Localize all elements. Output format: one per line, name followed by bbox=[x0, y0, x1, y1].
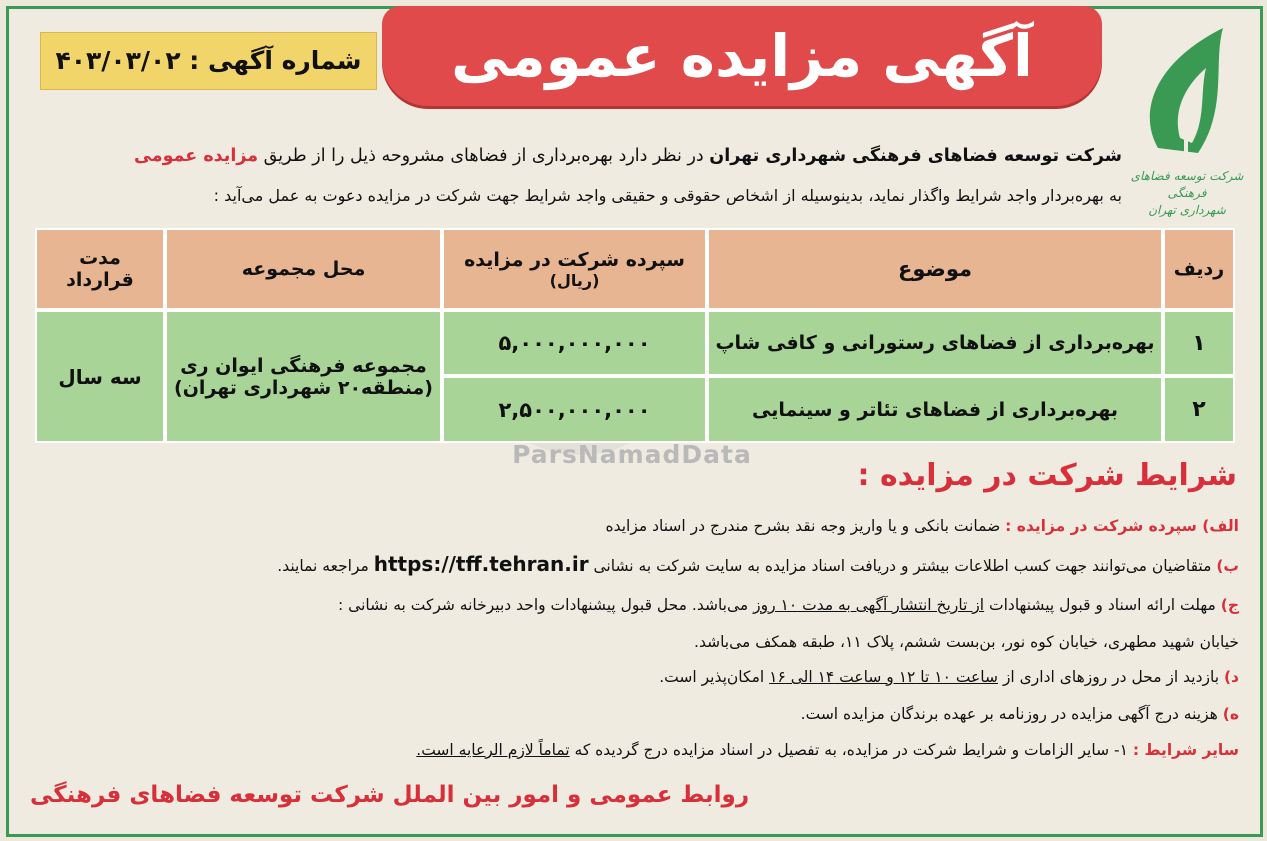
header-duration-line2: قرارداد bbox=[66, 269, 134, 291]
condition-a bbox=[24, 517, 1239, 535]
condition-c-text-end: می‌باشد. محل قبول پیشنهادات واحد دبیرخانه شرکت به نشانی : bbox=[338, 596, 754, 614]
other-conditions bbox=[24, 741, 1239, 759]
intro-line-2: به بهره‌بردار واجد شرایط واگذار نماید، بدینوسیله از اشخاص حقوقی و حقیقی واجد شرایط جهت شرکت در مزایده دعوت به عمل می‌آید : bbox=[213, 186, 1122, 205]
header-deposit bbox=[442, 228, 707, 310]
condition-c-text: مهلت ارائه اسناد و قبول پیشنهادات bbox=[984, 596, 1221, 614]
duration-cell: سه سال bbox=[35, 310, 165, 443]
table-row-number: ۲ bbox=[1163, 376, 1235, 443]
condition-b-text: متقاضیان می‌توانند جهت کسب اطلاعات بیشتر و دریافت اسناد مزایده به سایت شرکت به نشانی bbox=[588, 557, 1217, 575]
condition-d-text-end: امکان‌پذیر است. bbox=[659, 668, 770, 686]
condition-a-label: الف) سپرده شرکت در مزایده : bbox=[1005, 517, 1239, 535]
condition-e-text: هزینه درج آگهی مزایده در روزنامه بر عهده برندگان مزایده است. bbox=[800, 705, 1223, 723]
header-duration bbox=[35, 228, 165, 310]
table-row-subject: بهره‌برداری از فضاهای تئاتر و سینمایی bbox=[707, 376, 1163, 443]
condition-d-hours: ساعت ۱۰ تا ۱۲ و ساعت ۱۴ الی ۱۶ bbox=[769, 668, 999, 686]
condition-b-label: ب) bbox=[1216, 557, 1239, 575]
company-name: شرکت توسعه فضاهای فرهنگی شهرداری تهران bbox=[709, 146, 1122, 166]
condition-c-deadline: از تاریخ انتشار آگهی به مدت ۱۰ روز bbox=[753, 596, 985, 614]
header-deposit-label: سپرده شرکت در مزایده bbox=[464, 248, 685, 271]
condition-b bbox=[24, 552, 1239, 576]
condition-d-label: د) bbox=[1223, 668, 1239, 686]
condition-c bbox=[24, 596, 1239, 614]
other-conditions-emphasis: تماماً لازم الرعایه است. bbox=[416, 741, 570, 759]
condition-e bbox=[24, 705, 1239, 723]
watermark: ParsNamadData bbox=[512, 440, 752, 469]
condition-a-text: ضمانت بانکی و یا واریز وجه نقد بشرح مندرج در اسناد مزایده bbox=[605, 517, 1006, 535]
auction-type: مزایده عمومی bbox=[134, 146, 259, 166]
location-cell bbox=[165, 310, 442, 443]
condition-b-text-end: مراجعه نمایند. bbox=[277, 557, 374, 575]
ad-title: آگهی مزایده عمومی bbox=[382, 6, 1102, 106]
header-row-number: ردیف bbox=[1163, 228, 1235, 310]
condition-c-label: ج) bbox=[1220, 596, 1239, 614]
header-subject: موضوع bbox=[707, 228, 1163, 310]
header-duration-line1: مدت bbox=[79, 247, 121, 269]
logo-text-line2: شهرداری تهران bbox=[1148, 203, 1226, 217]
location-name: مجموعه فرهنگی ایوان ری bbox=[180, 354, 427, 377]
other-conditions-label: سایر شرایط : bbox=[1132, 741, 1239, 759]
intro-line-1 bbox=[22, 146, 1122, 166]
conditions-title: شرایط شرکت در مزایده : bbox=[857, 458, 1237, 493]
condition-d-text: بازدید از محل در روزهای اداری از bbox=[998, 668, 1224, 686]
table-row-number: ۱ bbox=[1163, 310, 1235, 376]
other-conditions-text: ۱- سایر الزامات و شرایط شرکت در مزایده، به تفصیل در اسناد مزایده درج گردیده که bbox=[569, 741, 1133, 759]
condition-e-label: ه) bbox=[1222, 705, 1239, 723]
condition-c-address: خیابان شهید مطهری، خیابان کوه نور، بن‌بست ششم، پلاک ۱۱، طبقه همکف می‌باشد. bbox=[694, 633, 1239, 651]
notice-number: شماره آگهی : ۴۰۳/۰۳/۰۲ bbox=[40, 32, 377, 90]
header-deposit-unit: (ریال) bbox=[549, 270, 600, 290]
intro-text: در نظر دارد بهره‌برداری از فضاهای مشروحه ذیل را از طریق bbox=[258, 146, 710, 166]
header-location: محل مجموعه bbox=[165, 228, 442, 310]
logo-text-line1: شرکت توسعه فضاهای فرهنگی bbox=[1130, 169, 1244, 200]
table-row-deposit: ۲,۵۰۰,۰۰۰,۰۰۰ bbox=[442, 376, 707, 443]
website-link[interactable]: https://tff.tehran.ir bbox=[373, 552, 589, 576]
table-row-subject: بهره‌برداری از فضاهای رستورانی و کافی شاپ bbox=[707, 310, 1163, 376]
table-row-deposit: ۵,۰۰۰,۰۰۰,۰۰۰ bbox=[442, 310, 707, 376]
condition-d bbox=[24, 668, 1239, 686]
location-district: (منطقه۲۰ شهرداری تهران) bbox=[174, 376, 433, 399]
footer-signature: روابط عمومی و امور بین الملل شرکت توسعه فضاهای فرهنگی bbox=[30, 782, 750, 808]
auction-table bbox=[35, 228, 1235, 443]
company-logo bbox=[1128, 18, 1246, 233]
